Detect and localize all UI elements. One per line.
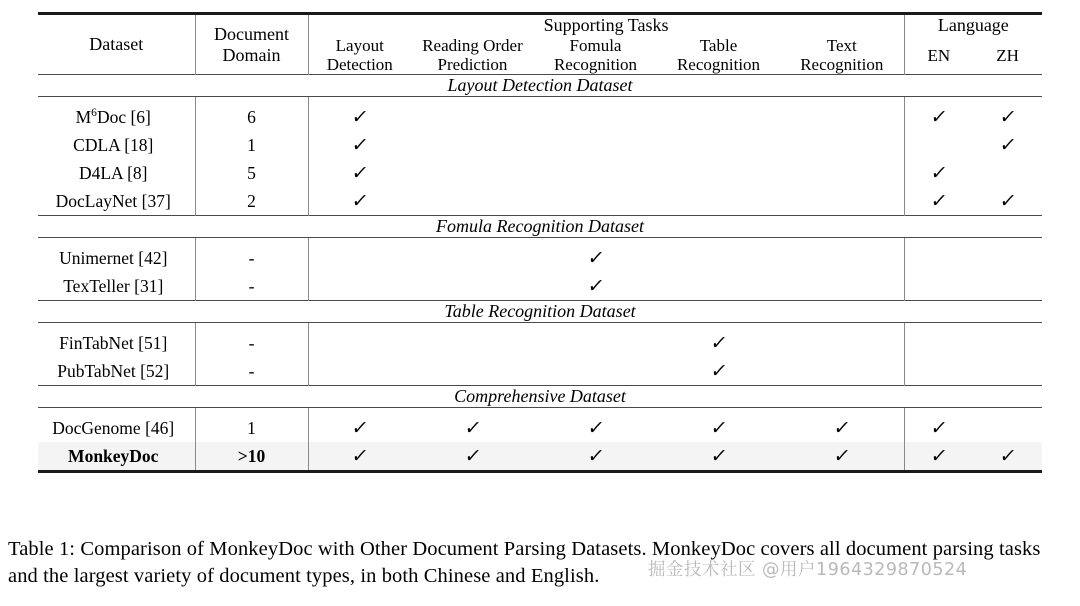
check-icon: ✓ [350, 189, 370, 212]
cell-language-1 [973, 329, 1042, 357]
check-icon: ✓ [462, 416, 483, 439]
cell-task-2 [534, 442, 657, 470]
check-icon: ✓ [350, 105, 370, 128]
cell-document-domain: - [195, 272, 308, 301]
cell-task-1 [411, 357, 534, 386]
cell-task-0 [308, 272, 411, 301]
check-icon: ✓ [585, 416, 606, 439]
cell-task-1 [411, 414, 534, 442]
cell-dataset-name [38, 159, 195, 187]
cell-task-2 [534, 244, 657, 272]
comparison-table [38, 12, 1042, 473]
column-header-task-2: Fomula Recognition [553, 36, 638, 75]
cell-task-0 [308, 159, 411, 187]
column-header-task-0: Layout Detection [308, 36, 411, 75]
cell-task-2 [534, 103, 657, 131]
cell-task-3 [657, 131, 780, 159]
cell-document-domain: 1 [195, 131, 308, 159]
cell-task-1 [411, 131, 534, 159]
cell-task-1 [411, 244, 534, 272]
table-row [38, 272, 1042, 301]
cell-task-4 [780, 244, 904, 272]
bottom-rule-cell [38, 470, 1042, 472]
cell-language-1 [973, 131, 1042, 159]
column-header-dataset: Dataset [38, 14, 195, 75]
section-title-1: Fomula Recognition Dataset [38, 216, 1042, 238]
table-row [38, 442, 1042, 470]
cell-task-0 [308, 187, 411, 216]
cell-language-0 [904, 187, 973, 216]
dataset-name-prefix: Unimernet [42] [59, 247, 168, 268]
section-header-row [38, 216, 1042, 238]
table-row [38, 159, 1042, 187]
table-row [38, 357, 1042, 386]
cell-task-1 [411, 329, 534, 357]
dataset-name-suffix: Doc [6] [96, 106, 151, 127]
cell-language-0 [904, 442, 973, 470]
cell-language-1 [973, 357, 1042, 386]
cell-task-0 [308, 131, 411, 159]
cell-language-0 [904, 103, 973, 131]
check-icon: ✓ [708, 331, 729, 354]
table-bottom-rule [38, 470, 1042, 472]
check-icon: ✓ [997, 105, 1018, 128]
check-icon: ✓ [929, 416, 949, 439]
check-icon: ✓ [708, 444, 729, 467]
cell-task-4 [780, 414, 904, 442]
section-title-2: Table Recognition Dataset [38, 301, 1042, 323]
cell-task-2 [534, 414, 657, 442]
cell-task-0 [308, 414, 411, 442]
cell-task-4 [780, 272, 904, 301]
table-row [38, 329, 1042, 357]
dataset-name-prefix: D4LA [8] [78, 162, 148, 183]
cell-document-domain: >10 [195, 442, 308, 470]
figure-caption: Table 1: Comparison of MonkeyDoc with Other Document Parsing Datasets. MonkeyDoc covers all document parsing tasks and the largest variety of document types, in both Chinese and English. [8, 538, 1041, 588]
cell-task-4 [780, 442, 904, 470]
check-icon: ✓ [929, 161, 949, 184]
cell-task-0 [308, 103, 411, 131]
cell-document-domain: 1 [195, 414, 308, 442]
check-icon: ✓ [832, 444, 852, 467]
dataset-name-prefix: M [75, 106, 92, 127]
cell-task-3 [657, 159, 780, 187]
cell-document-domain: 6 [195, 103, 308, 131]
cell-task-1 [411, 103, 534, 131]
cell-language-0 [904, 357, 973, 386]
check-icon: ✓ [929, 444, 949, 467]
cell-language-1 [973, 244, 1042, 272]
cell-language-0 [904, 414, 973, 442]
check-icon: ✓ [585, 444, 606, 467]
column-header-document-domain: Document Domain [195, 14, 308, 75]
cell-dataset-name [38, 187, 195, 216]
cell-language-0 [904, 329, 973, 357]
dataset-name-prefix: PubTabNet [52] [57, 360, 170, 381]
cell-task-2 [534, 159, 657, 187]
column-header-task-3: Table Recognition [676, 36, 761, 75]
dataset-name-superscript: 6 [91, 106, 97, 119]
check-icon: ✓ [997, 133, 1018, 156]
section-header-row [38, 301, 1042, 323]
cell-task-4 [780, 131, 904, 159]
cell-language-1 [973, 272, 1042, 301]
cell-task-1 [411, 272, 534, 301]
section-title-0: Layout Detection Dataset [38, 75, 1042, 97]
watermark-overlay: 掘金技术社区 @用户1964329870524 [648, 560, 968, 580]
dataset-name-prefix: MonkeyDoc [68, 445, 159, 466]
cell-task-4 [780, 329, 904, 357]
cell-task-0 [308, 329, 411, 357]
cell-task-3 [657, 272, 780, 301]
dataset-name-prefix: DocGenome [46] [52, 417, 175, 438]
cell-dataset-name [38, 442, 195, 470]
cell-dataset-name [38, 329, 195, 357]
check-icon: ✓ [350, 444, 370, 467]
check-icon: ✓ [350, 416, 370, 439]
check-icon: ✓ [708, 359, 729, 382]
table-header-row-groups [38, 14, 1042, 37]
comparison-table-wrapper [38, 12, 1042, 473]
check-icon: ✓ [832, 416, 852, 439]
column-header-language-0: EN [904, 36, 973, 75]
column-group-language: Language [904, 14, 1042, 37]
cell-language-0 [904, 244, 973, 272]
table-row [38, 187, 1042, 216]
section-header-row [38, 75, 1042, 97]
table-row [38, 103, 1042, 131]
cell-task-1 [411, 159, 534, 187]
cell-task-2 [534, 131, 657, 159]
check-icon: ✓ [997, 444, 1018, 467]
table-row [38, 131, 1042, 159]
cell-task-3 [657, 329, 780, 357]
table-row [38, 414, 1042, 442]
cell-language-0 [904, 272, 973, 301]
comparison-table-body [38, 14, 1042, 472]
cell-document-domain: - [195, 329, 308, 357]
cell-dataset-name [38, 272, 195, 301]
cell-task-0 [308, 244, 411, 272]
cell-task-1 [411, 187, 534, 216]
cell-document-domain: - [195, 357, 308, 386]
cell-task-3 [657, 103, 780, 131]
table-row [38, 244, 1042, 272]
cell-task-4 [780, 159, 904, 187]
cell-language-0 [904, 159, 973, 187]
cell-task-2 [534, 329, 657, 357]
cell-task-1 [411, 442, 534, 470]
cell-language-1 [973, 103, 1042, 131]
column-header-task-1: Reading Order Prediction [422, 36, 523, 75]
section-header-row [38, 386, 1042, 408]
cell-task-2 [534, 187, 657, 216]
cell-dataset-name [38, 103, 195, 131]
cell-task-0 [308, 357, 411, 386]
cell-task-3 [657, 187, 780, 216]
check-icon: ✓ [708, 416, 729, 439]
cell-dataset-name [38, 131, 195, 159]
column-group-supporting-tasks: Supporting Tasks [308, 14, 904, 37]
cell-task-3 [657, 244, 780, 272]
check-icon: ✓ [585, 246, 606, 269]
column-header-task-4: Text Recognition [800, 36, 884, 75]
check-icon: ✓ [462, 444, 483, 467]
cell-task-4 [780, 103, 904, 131]
check-icon: ✓ [350, 161, 370, 184]
dataset-name-prefix: DocLayNet [37] [55, 190, 171, 211]
cell-language-0 [904, 131, 973, 159]
check-icon: ✓ [929, 189, 949, 212]
cell-language-1 [973, 187, 1042, 216]
cell-dataset-name [38, 357, 195, 386]
cell-dataset-name [38, 244, 195, 272]
check-icon: ✓ [997, 189, 1018, 212]
cell-task-0 [308, 442, 411, 470]
cell-document-domain: - [195, 244, 308, 272]
cell-task-4 [780, 357, 904, 386]
cell-document-domain: 2 [195, 187, 308, 216]
column-header-language-1: ZH [996, 45, 1019, 65]
dataset-name-prefix: CDLA [18] [73, 134, 154, 155]
cell-task-4 [780, 187, 904, 216]
cell-language-1 [973, 159, 1042, 187]
dataset-name-prefix: TexTeller [31] [63, 275, 164, 296]
check-icon: ✓ [350, 133, 370, 156]
dataset-name-prefix: FinTabNet [51] [59, 332, 168, 353]
cell-language-1 [973, 414, 1042, 442]
cell-task-2 [534, 357, 657, 386]
cell-task-3 [657, 357, 780, 386]
cell-task-3 [657, 442, 780, 470]
section-title-3: Comprehensive Dataset [38, 386, 1042, 408]
cell-dataset-name [38, 414, 195, 442]
check-icon: ✓ [585, 274, 606, 297]
cell-task-2 [534, 272, 657, 301]
check-icon: ✓ [929, 105, 949, 128]
cell-document-domain: 5 [195, 159, 308, 187]
cell-language-1 [973, 442, 1042, 470]
cell-task-3 [657, 414, 780, 442]
